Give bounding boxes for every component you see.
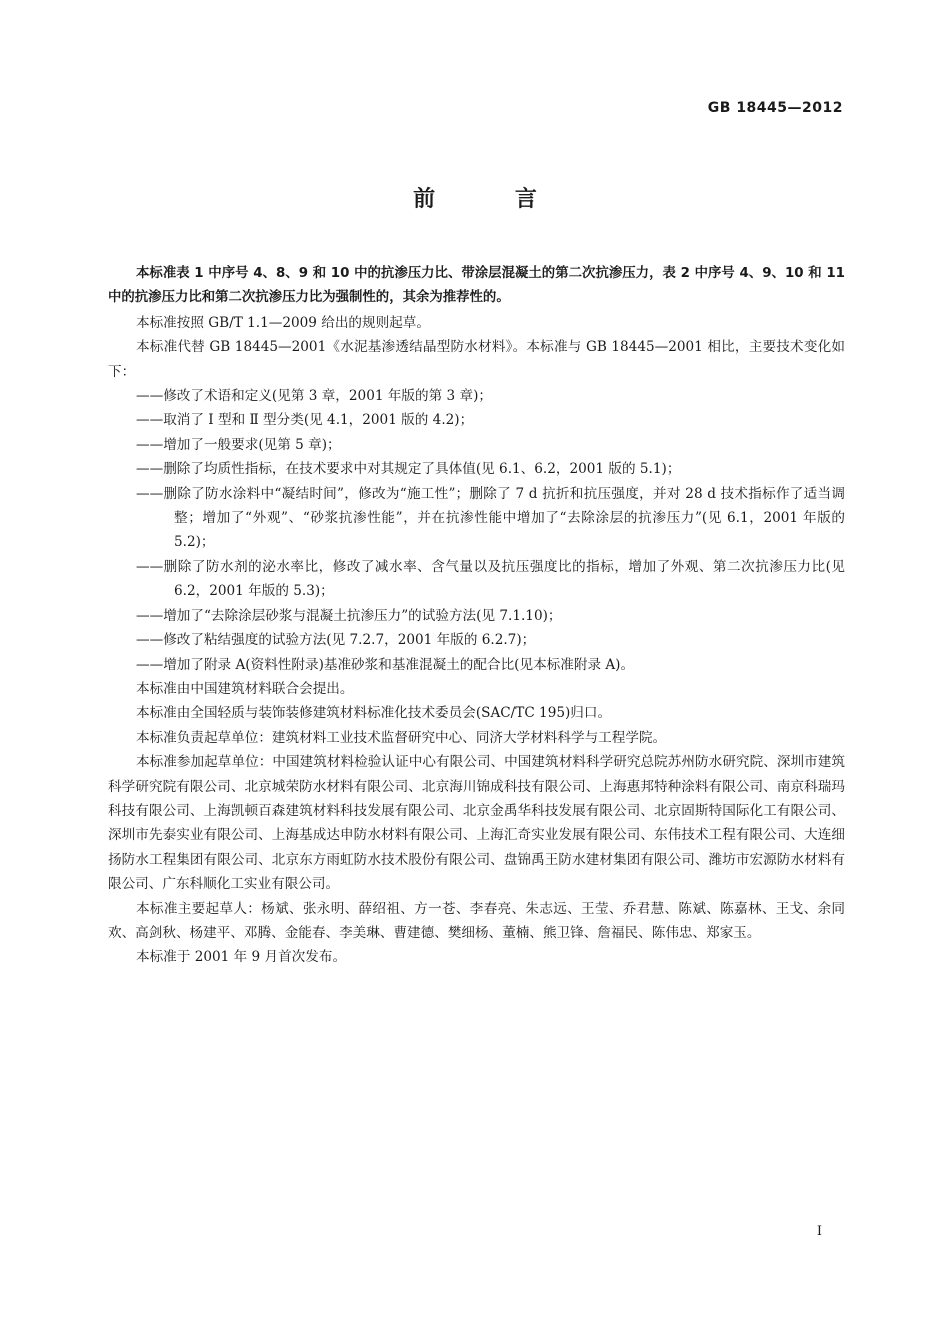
replaces-paragraph: 本标准代替 GB 18445—2001《水泥基渗透结晶型防水材料》。本标准与 GB 18445—2001 相比，主要技术变化如下：: [108, 339, 845, 380]
page-number: I: [816, 1224, 822, 1239]
change-item: ——取消了 Ⅰ 型和 Ⅱ 型分类(见 4.1，2001 版的 4.2)；: [136, 412, 474, 429]
proposed-by-paragraph: 本标准由中国建筑材料联合会提出。: [136, 680, 354, 697]
change-item: ——修改了粘结强度的试验方法(见 7.2.7，2001 年版的 6.2.7)；: [136, 632, 536, 649]
mandatory-clause-paragraph: 本标准表 1 中序号 4、8、9 和 10 中的抗渗压力比、带涂层混凝土的第二次抗渗压力，表 2 中序号 4、9、10 和 11 中的抗渗压力比和第二次抗渗压力比为强制性的，其余为推荐性的。: [108, 266, 845, 306]
drafting-unit-paragraph: 本标准负责起草单位：建筑材料工业技术监督研究中心、同济大学材料科学与工程学院。: [136, 729, 667, 746]
standard-code: GB 18445—2012: [707, 100, 843, 116]
change-item: ——增加了一般要求(见第 5 章)；: [136, 436, 341, 453]
change-item: ——增加了“去除涂层砂浆与混凝土抗渗压力”的试验方法(见 7.1.10)；: [136, 607, 562, 624]
change-item: ——删除了均质性指标，在技术要求中对其规定了具体值(见 6.1、6.2，2001 版的 5.1)；: [136, 461, 681, 478]
foreword-body: [108, 262, 845, 970]
change-item: ——修改了术语和定义(见第 3 章，2001 年版的第 3 章)；: [136, 388, 492, 405]
change-item: ——删除了防水剂的泌水率比，修改了减水率、含气量以及抗压强度比的指标，增加了外观、第二次抗渗压力比(见 6.2，2001 年版的 5.3)；: [136, 558, 845, 600]
first-published-paragraph: 本标准于 2001 年 9 月首次发布。: [136, 949, 347, 966]
change-item: ——删除了防水涂料中“凝结时间”，修改为“施工性”；删除了 7 d 抗折和抗压强度，并对 28 d 技术指标作了适当调整；增加了“外观”、“砂浆抗渗性能”，并在抗渗性能中增加了“去除涂层的抗渗压力”(见 6.1，2001 年版的 5.2)；: [136, 485, 845, 551]
change-item: ——增加了附录 A(资料性附录)基准砂浆和基准混凝土的配合比(见本标准附录 A)。: [136, 656, 635, 673]
main-drafters-paragraph: 本标准主要起草人：杨斌、张永明、薛绍祖、方一苍、李春亮、朱志远、王莹、乔君慧、陈斌、陈嘉林、王戈、余同欢、高剑秋、杨建平、邓腾、金能春、李美琳、曹建德、樊细杨、董楠、熊卫锋、詹福民、陈伟忠、郑家玉。: [108, 900, 845, 941]
participating-units-paragraph: 本标准参加起草单位：中国建筑材料检验认证中心有限公司、中国建筑材料科学研究总院苏州防水研究院、深圳市建筑科学研究院有限公司、北京城荣防水材料有限公司、北京海川锦成科技有限公司、上海惠邦特种涂料有限公司、南京科瑞玛科技有限公司、上海凯顿百森建筑材料科技发展有限公司、北京金禹华科技发展有限公司、北京固斯特国际化工有限公司、深圳市先泰实业有限公司、上海基成达申防水材料有限公司、上海汇奇实业发展有限公司、东伟技术工程有限公司、大连细扬防水工程集团有限公司、北京东方雨虹防水技术股份有限公司、盘锦禹王防水建材集团有限公司、潍坊市宏源防水材料有限公司、广东科顺化工实业有限公司。: [108, 754, 845, 893]
drafting-rules-paragraph: 本标准按照 GB/T 1.1—2009 给出的规则起草。: [136, 314, 430, 331]
jurisdiction-paragraph: 本标准由全国轻质与装饰装修建筑材料标准化技术委员会(SAC/TC 195)归口。: [136, 705, 612, 722]
page-title: 前 言: [413, 187, 573, 212]
changes-list: [108, 384, 845, 677]
